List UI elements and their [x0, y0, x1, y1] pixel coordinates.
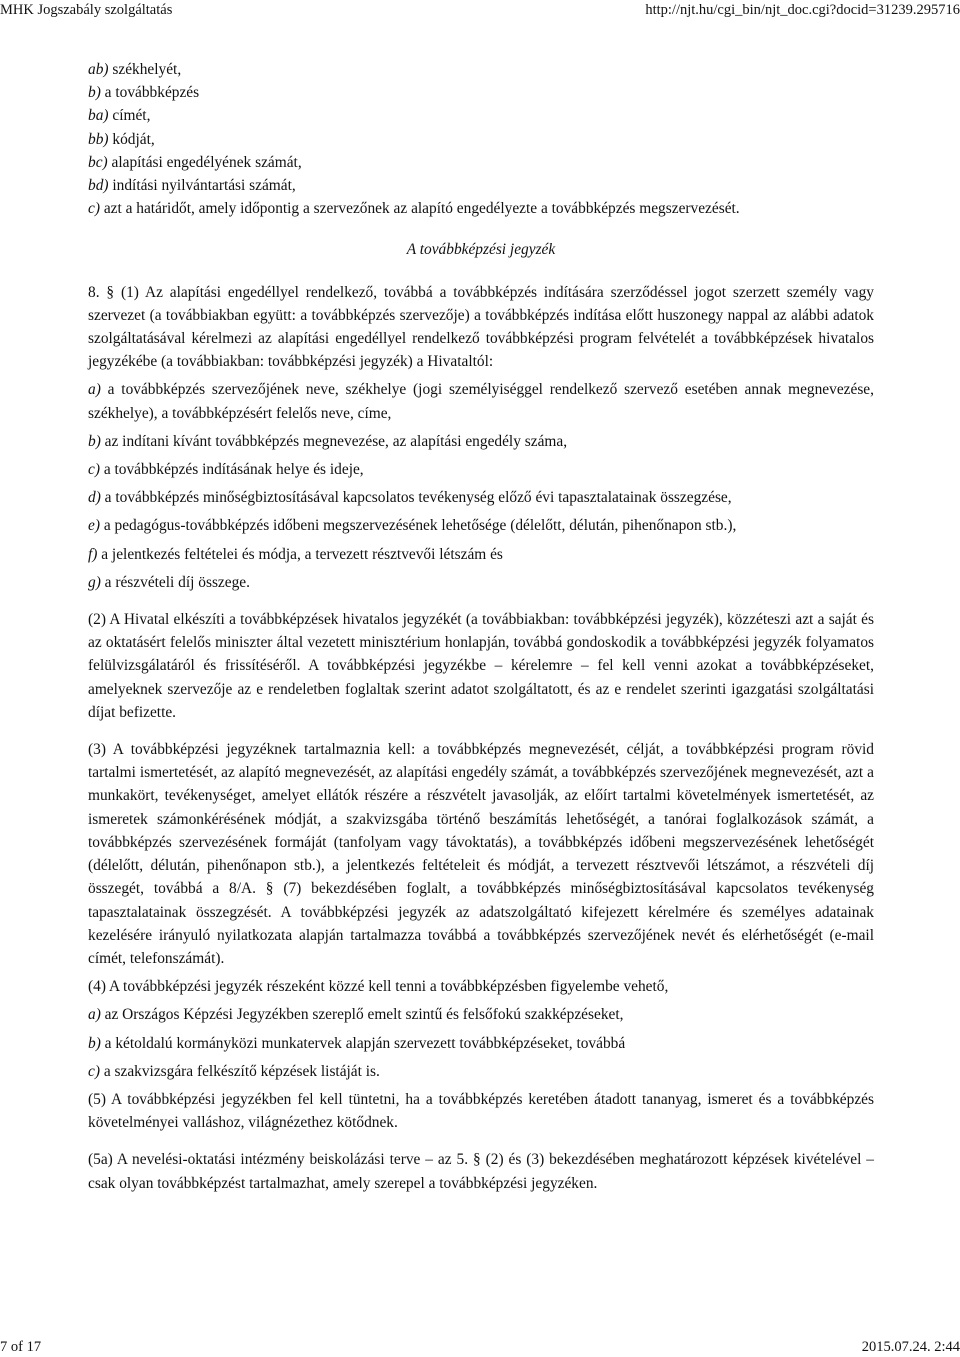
header-url[interactable]: http://njt.hu/cgi_bin/njt_doc.cgi?docid=31239.295716: [645, 2, 960, 18]
list-item: b) az indítani kívánt továbbképzés megnevezése, az alapítási engedély száma,: [88, 432, 568, 450]
list-item: b) a továbbképzés: [88, 84, 200, 102]
print-timestamp: 2015.07.24. 2:44: [861, 1339, 960, 1355]
list-item: ab) székhelyét,: [88, 61, 182, 78]
document-body: [88, 58, 874, 1195]
list-item: c) azt a határidőt, amely időpontig a szervezőnek az alapító engedélyezte a továbbképzés megszervezését.: [88, 200, 740, 218]
paragraph-8-1: 8. § (1) Az alapítási engedéllyel rendelkező, továbbá a továbbképzés indítására szerződéssel jogot szerzett személy vagy szervezet (a továbbiakban együtt: a továbbképzés szervezője) a továbbképzés indítása előtt huszonegy nappal az alábbi adatok szolgáltatásával kérelmezi az alapítási engedéllyel rendelkező továbbképzési program felvételét a továbbképzések hivatalos jegyzékébe (a továbbiakban: továbbképzési jegyzék) a Hivataltól:: [88, 283, 874, 371]
list-item: f) a jelentkezés feltételei és módja, a tervezett résztvevői létszám és: [88, 545, 503, 563]
paragraph-8-2: (2) A Hivatal elkészíti a továbbképzések hivatalos jegyzékét (a továbbiakban: továbbképzési jegyzék), közzéteszi azt a saját és az oktatásért felelős miniszter által vezetett minisztérium honlapján, továbbá gondoskodik a továbbképzési jegyzék folyamatos felülvizsgálatáról és frissítéséről. A továbbképzési jegyzékbe – kérelemre – fel kell venni azokat a továbbképzéseket, amelyeknek szervezője az e rendeletben foglaltak szerint adatot szolgáltatott, és az e rendelet szerinti igazgatási szolgáltatási díjat befizette.: [88, 611, 874, 721]
paragraph-8-5a: (5a) A nevelési-oktatási intézmény beiskolázási terve – az 5. § (2) és (3) bekezdésében meghatározott képzések kivételével – csak olyan továbbképzést tartalmazhat, amely szerepel a továbbképzési jegyzéken.: [88, 1151, 874, 1192]
list-item: c) a továbbképzés indításának helye és ideje,: [88, 461, 364, 479]
page-header: [0, 0, 960, 24]
list-item: g) a részvételi díj összege.: [88, 573, 250, 591]
list-8-1: [88, 378, 874, 594]
list-item: b) a kétoldalú kormányközi munkatervek alapján szervezett továbbképzéseket, továbbá: [88, 1034, 626, 1052]
paragraph-8-5: (5) A továbbképzési jegyzékben fel kell tüntetni, ha a továbbképzés keretében átadott tananyag, ismeret és a továbbképzés követelményei valláshoz, világnézethez kötődnek.: [88, 1090, 874, 1132]
page-number: 7 of 17: [0, 1339, 42, 1355]
list-item: e) a pedagógus-továbbképzés időbeni megszervezésének lehetősége (délelőtt, délután, pihenőnapon stb.),: [88, 517, 737, 535]
list-item: ba) címét,: [88, 107, 151, 125]
top-list: [88, 58, 874, 220]
section-title: A továbbképzési jegyzék: [406, 241, 556, 259]
list-8-4: [88, 1003, 874, 1083]
paragraph-8-3: (3) A továbbképzési jegyzéknek tartalmaznia kell: a továbbképzés megnevezését, célját, a továbbképzési program rövid tartalmi ismertetését, az alapító megnevezését, az alapítási engedély számát, a továbbképzés szervezőjének megnevezését, azt a munkakört, tevékenységet, amelyet ellátók részére a részvételt javasolják, az előírt tartalmi követelmények ismertetését, az ismeretek számonkérésének módját, a szakvizsgába történő beszámítás lehetőségét, a tanórai foglalkozások számát, a továbbképzés szervezésének formáját (tanfolyam vagy távoktatás), a továbbképzés időbeni megszervezésének lehetőségét (délelőtt, délután, pihenőnapon stb.), a jelentkezés feltételeit és módját, a tervezett résztvevői létszámot, a részvételi díj összegét, továbbá a 8/A. § (7) bekezdésében foglalt, a továbbképzés minőségbiztosításával kapcsolatos tevékenység tapasztalatainak összegzését. A továbbképzési jegyzék az adatszolgáltató kifejezett kérelmére és személyes adatainak kezelésére irányuló nyilatkozata alapján tartalmazza továbbá a továbbképzés szervezőjének nevét és elérhetőségét (e-mail címét, telefonszámát).: [88, 741, 874, 967]
list-item: bd) indítási nyilvántartási számát,: [88, 177, 296, 195]
list-item: a) az Országos Képzési Jegyzékben szereplő emelt szintű és felsőfokú szakképzéseket,: [88, 1006, 624, 1024]
list-item: bb) kódját,: [88, 130, 155, 148]
paragraph-8-4: (4) A továbbképzési jegyzék részeként közzé kell tenni a továbbképzésben figyelembe vehető,: [88, 978, 669, 996]
list-item: a) a továbbképzés szervezőjének neve, székhelye (jogi személyiséggel rendelkező szervező esetében annak megnevezése, székhelye), a továbbképzésért felelős neve, címe,: [88, 381, 874, 422]
list-item: d) a továbbképzés minőségbiztosításával kapcsolatos tevékenység előző évi tapasztalatainak összegzése,: [88, 489, 732, 507]
header-source: MHK Jogszabály szolgáltatás: [0, 2, 173, 18]
list-item: bc) alapítási engedélyének számát,: [88, 153, 302, 171]
list-item: c) a szakvizsgára felkészítő képzések listáját is.: [88, 1062, 380, 1080]
